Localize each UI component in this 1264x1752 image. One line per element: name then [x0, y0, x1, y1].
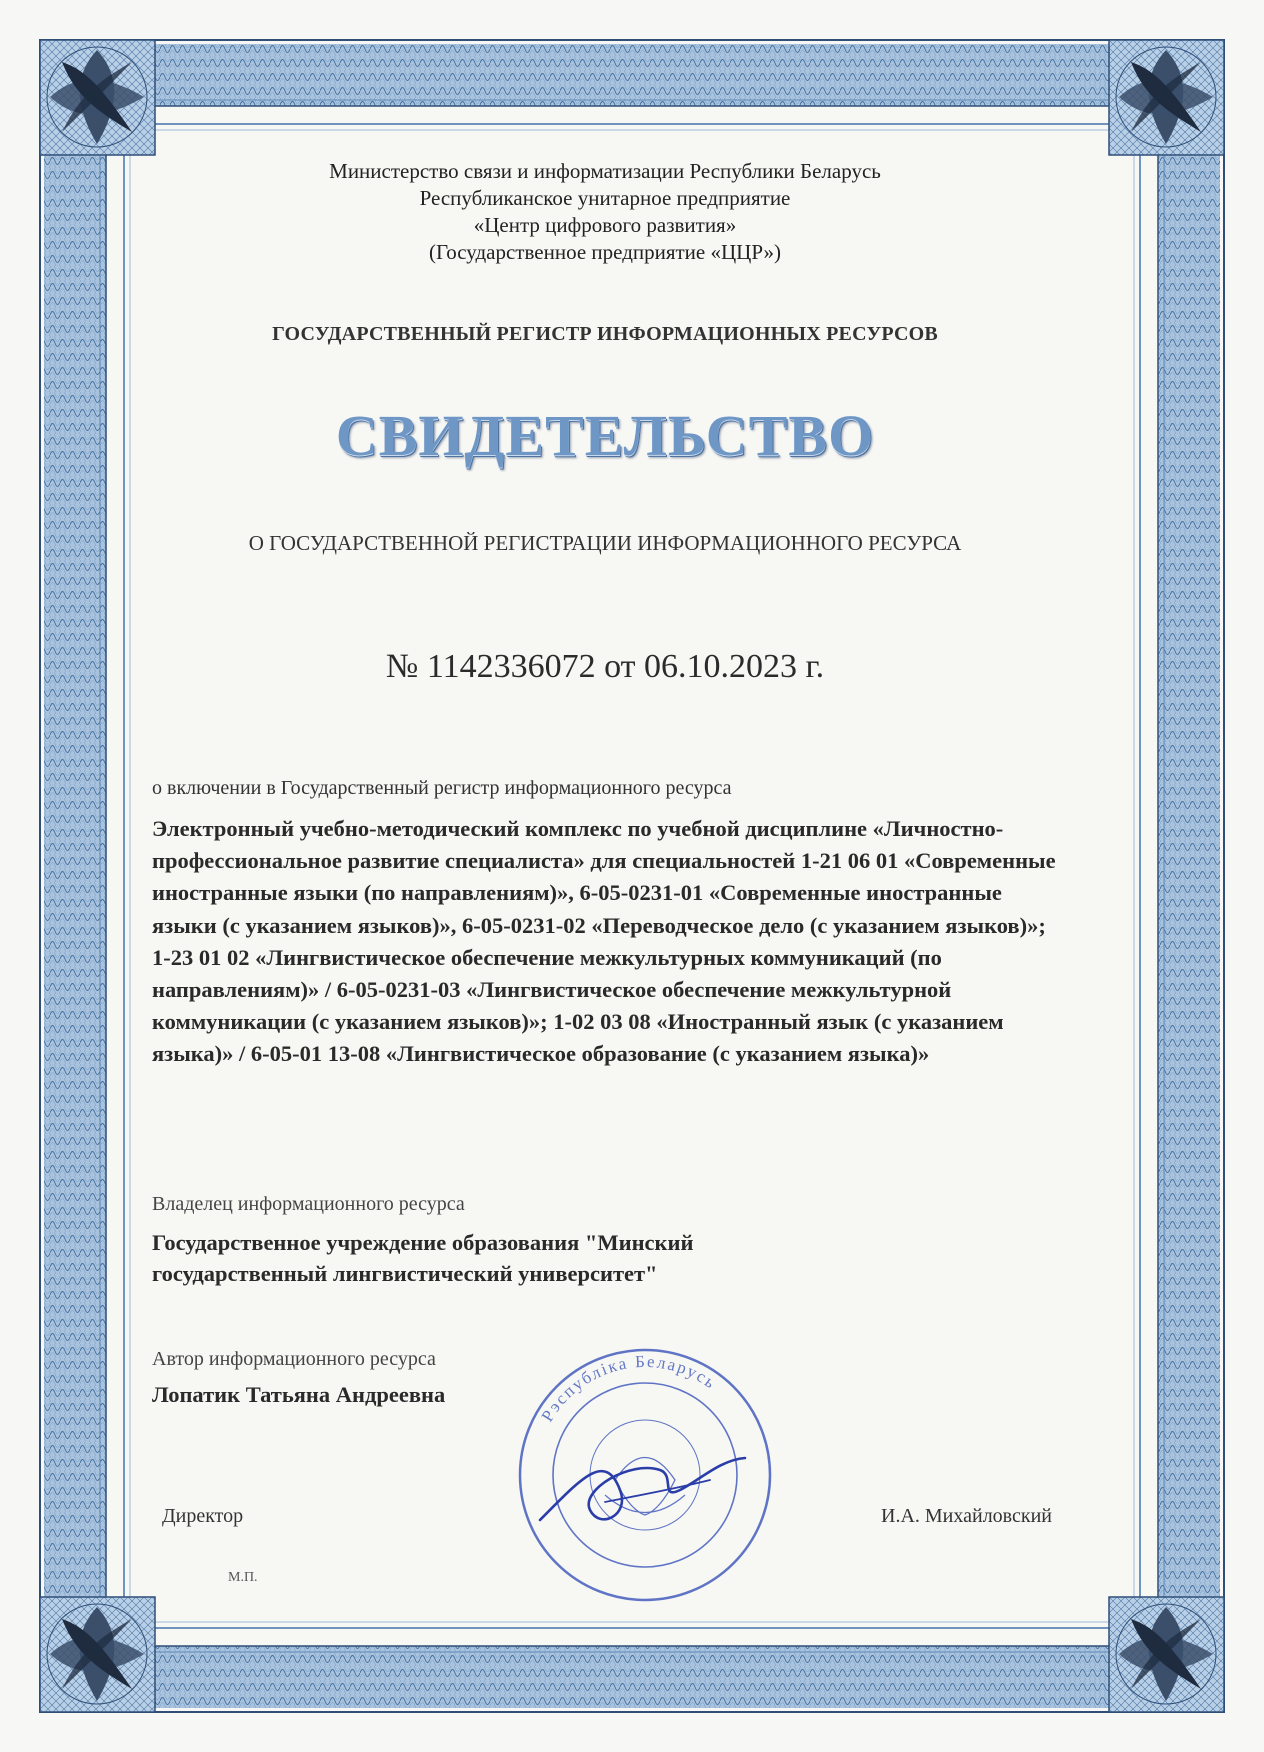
ministry-name: Министерство связи и информатизации Республики Беларусь — [329, 159, 881, 183]
inclusion-label: о включении в Государственный регистр информационного ресурса — [152, 777, 732, 799]
official-seal — [510, 1340, 780, 1610]
director-name: И.А. Михайловский — [881, 1505, 1052, 1527]
seal-place-label: М.П. — [228, 1570, 258, 1585]
seal-text: Рэспубліка Беларусь — [537, 1351, 721, 1426]
registry-title: ГОСУДАРСТВЕННЫЙ РЕГИСТР ИНФОРМАЦИОННЫХ РЕСУРСОВ — [272, 323, 938, 345]
director-label: Директор — [162, 1505, 244, 1527]
certificate-title: СВИДЕТЕЛЬСТВО — [335, 403, 875, 468]
author-name: Лопатик Татьяна Андреевна — [152, 1382, 446, 1407]
author-label: Автор информационного ресурса — [152, 1348, 436, 1370]
director-signature — [540, 1458, 745, 1520]
svg-text:Рэспубліка Беларусь — [537, 1352, 720, 1425]
enterprise-name: «Центр цифрового развития» — [473, 213, 737, 237]
enterprise-short-name: (Государственное предприятие «ЦЦР») — [428, 240, 782, 264]
owner-name: Государственное учреждение образования "Минский государственный лингвистический университет" — [152, 1230, 694, 1286]
resource-name: Электронный учебно-методический комплекс по учебной дисциплине «Личностно-профессиональное развитие специалиста» для специальностей 1-21 06 01 «Современные иностранные языки (по направлениям)», 6-05-0231-01 «Современные иностранные языки (с указанием языков)», 6-05-0231-02 «Переводческое дело (с указанием языков)»; 1-23 01 02 «Лингвистическое обеспечение межкультурных коммуникаций (по направлениям)» / 6-05-0231-03 «Лингвистическое обеспечение межкультурной коммуникации (с указанием языков)»; 1-02 03 08 «Иностранный язык (с указанием языка)» / 6-05-01 13-08 «Лингвистическое образование (с указанием языка)» — [152, 816, 1056, 1067]
certificate-number: № 1142336072 от 06.10.2023 г. — [385, 648, 825, 685]
enterprise-type: Республиканское унитарное предприятие — [419, 186, 791, 210]
owner-label: Владелец информационного ресурса — [152, 1193, 465, 1215]
certificate-subtitle: О ГОСУДАРСТВЕННОЙ РЕГИСТРАЦИИ ИНФОРМАЦИОННОГО РЕСУРСА — [248, 531, 962, 555]
